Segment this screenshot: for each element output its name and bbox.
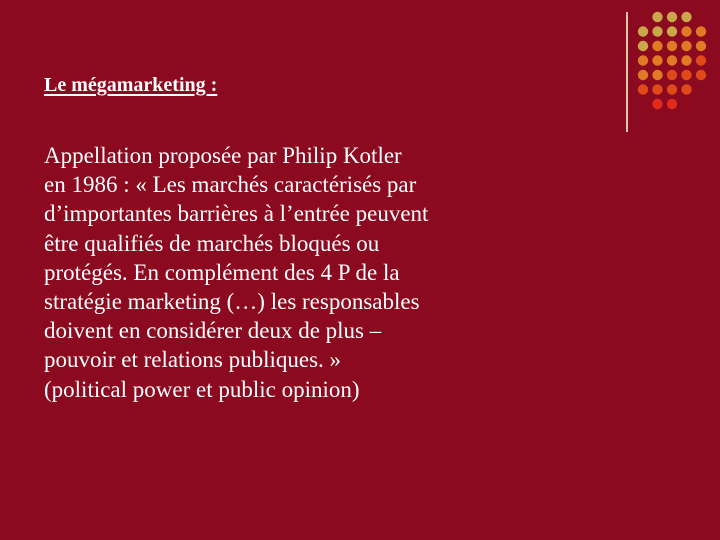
decorative-dot: [652, 99, 662, 109]
decorative-dot: [681, 84, 691, 94]
decorative-dot: [652, 70, 662, 80]
body-line: d’importantes barrières à l’entrée peuvent: [44, 201, 429, 227]
decorative-dot: [638, 70, 648, 80]
decorative-dot: [667, 55, 677, 65]
body-line: (political power et public opinion): [44, 376, 360, 402]
decorative-dot: [652, 41, 662, 51]
decorative-dot: [696, 55, 706, 65]
decorative-dot: [681, 26, 691, 36]
body-line: en 1986 : « Les marchés caractérisés par: [44, 172, 417, 198]
decorative-dot: [652, 12, 662, 22]
decorative-dot: [696, 41, 706, 51]
decorative-dot: [667, 12, 677, 22]
decorative-dot: [667, 99, 677, 109]
decorative-dot: [667, 84, 677, 94]
decorative-dot: [681, 41, 691, 51]
body-line: pouvoir et relations publiques. »: [44, 347, 342, 373]
decorative-dot: [638, 55, 648, 65]
body-line: être qualifiés de marchés bloqués ou: [44, 230, 380, 256]
decorative-dot: [667, 70, 677, 80]
decorative-dot: [696, 70, 706, 80]
decorative-dot: [652, 55, 662, 65]
decorative-dot: [681, 12, 691, 22]
body-line: Appellation proposée par Philip Kotler: [44, 143, 402, 168]
decorative-dot: [667, 26, 677, 36]
slide-title: Le mégamarketing :: [44, 74, 218, 96]
decorative-dot: [652, 26, 662, 36]
decorative-dot: [696, 26, 706, 36]
divider-line: [626, 12, 628, 132]
body-line: protégés. En complément des 4 P de la: [44, 259, 400, 285]
decorative-dot: [638, 84, 648, 94]
decorative-dot-grid: [637, 11, 707, 117]
body-line: stratégie marketing (…) les responsables: [44, 289, 420, 315]
decorative-dot: [681, 70, 691, 80]
decorative-dot: [638, 26, 648, 36]
slide-body-text: [44, 141, 544, 404]
decorative-dot: [681, 55, 691, 65]
decorative-dot: [652, 84, 662, 94]
decorative-dot: [638, 41, 648, 51]
decorative-dot: [667, 41, 677, 51]
body-line: doivent en considérer deux de plus –: [44, 318, 382, 344]
